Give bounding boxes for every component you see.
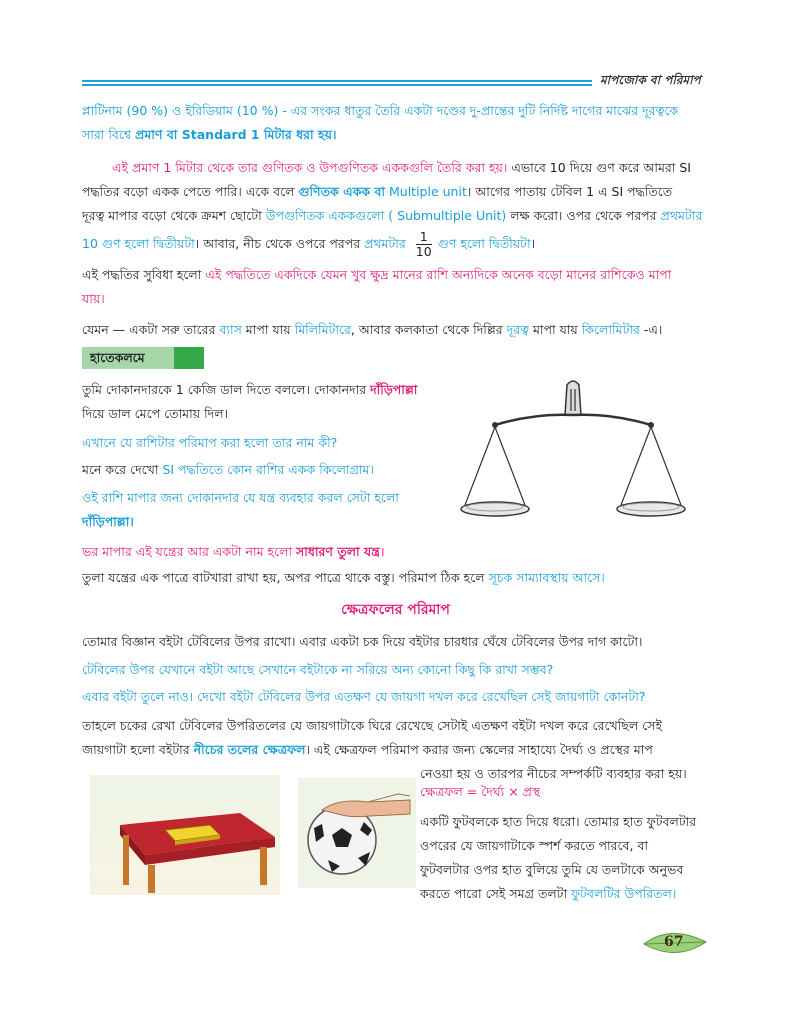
area-question1: টেবিলের উপর যেখানে বইটা আছে সেখানে বইটাকে না সরিয়ে অন্য কোনো কিছু কি রাখা সম্ভব? (82, 662, 554, 677)
para2-line1: এই প্রমাণ 1 মিটার থেকে তার গুণিতক ও উপগুণিতক এককগুলি তৈরি করা হয়। এভাবে 10 দিয়ে গুণ করে আমরা SI (112, 160, 691, 175)
football-illustration (298, 778, 416, 888)
area-formula: ক্ষেত্রফল = দৈর্ঘ্য × প্রস্থ (420, 784, 541, 799)
activity-label: হাতেকলমে (82, 347, 174, 369)
activity-line6: ভর মাপার এই যন্ত্রের আর একটা নাম হলো সাধারণ তুলা যন্ত্র। (82, 544, 385, 559)
chapter-title: মাপজোক বা পরিমাপ (600, 73, 701, 87)
football-line1: একটি ফুটবলকে হাত দিয়ে ধরো। তোমার হাত ফুটবলটার (420, 814, 697, 829)
area-line3: জায়গাটা হলো বইটার নীচের তলের ক্ষেত্রফল। এই ক্ষেত্রফল পরিমাপ করার জন্য স্কেলের সাহায্যে দৈর্ঘ্য ও প্রস্থের মাপ (82, 742, 653, 757)
football-line3: ফুটবলটার ওপর হাত বুলিয়ে তুমি যে তলটাকে অনুভব (420, 862, 684, 877)
para4: যেমন — একটা সরু তারের ব্যাস মাপা যায় মিলিমিটারে, আবার কলকাতা থেকে দিল্লির দূরত্ব মাপা যায় কিলোমিটার -এ। (82, 322, 663, 337)
area-line2: তাহলে চকের রেখা টেবিলের উপরিতলের যে জায়গাটাকে ঘিরে রেখেছে সেটাই এতক্ষণ বইটা দখল করে রেখেছিল সেই (82, 718, 662, 733)
para1-line1: প্লাটিনাম (90 %) ও ইরিডিয়াম (10 %) - এর সংকর ধাতুর তৈরি একটা দণ্ডের দু-প্রান্তের দুটি নির্দিষ্ট দাগের মাঝের দূরত্বকে (82, 103, 679, 118)
activity-line7: তুলা যন্ত্রের এক পাত্রে বাটখারা রাখা হয়, অপর পাত্রে থাকে বস্তু। পরিমাপ ঠিক হলে সূচক সাম্যাবস্থায় আসে। (82, 570, 605, 585)
page-number: 67 (664, 934, 684, 950)
activity-question1: এখানে যে রাশিটার পরিমাপ করা হলো তার নাম কী? (82, 435, 338, 450)
area-line4: নেওয়া হয় ও তারপর নীচের সম্পর্কটি ব্যবহার করা হয়। (420, 766, 687, 781)
activity-line5: দাঁড়িপাল্লা। (82, 514, 134, 529)
table-book-illustration (90, 775, 280, 895)
football-line2: ওপরের যে জায়গাটাকে স্পর্শ করতে পারবে, বা (420, 838, 649, 853)
area-line1: তোমার বিজ্ঞান বইটা টেবিলের উপর রাখো। এবার একটা চক দিয়ে বইটার চারধার ঘেঁষে টেবিলের উপর দাগ কাটো। (82, 634, 643, 649)
activity-label-accent (174, 347, 204, 369)
header-rule (82, 80, 592, 87)
para2-line3: দূরত্ব মাপার বড়ো থেকে ক্রমশ ছোটো উপগুণিতক এককগুলো ( Submultiple Unit) লক্ষ করো। ওপর থেকে পরপর প্রথমটার (82, 208, 703, 223)
para3-line1: এই পদ্ধতির সুবিধা হলো এই পদ্ধতিতে একদিকে যেমন খুব ক্ষুদ্র মানের রাশি অন্যদিকে অনেক বড়ো মানের রাশিকেও মাপা (82, 267, 672, 282)
activity-line4: ওই রাশি মাপার জন্য দোকানদার যে যন্ত্র ব্যবহার করল সেটা হলো (82, 490, 399, 505)
activity-line1: তুমি দোকানদারকে 1 কেজি ডাল দিতে বললে। দোকানদার দাঁড়িপাল্লা (82, 382, 418, 397)
activity-line3: মনে করে দেখো SI পদ্ধতিতে কোন রাশির একক কিলোগ্রাম। (82, 462, 374, 477)
para1-line2: সারা বিশ্বে প্রমাণ বা Standard 1 মিটার ধরা হয়। (82, 127, 337, 142)
fraction: $\frac{1}{10}$ (415, 229, 432, 259)
football-line4: করতে পারো সেই সমগ্র তলটা ফুটবলটির উপরিতল। (420, 886, 677, 901)
para2-line4: 10 গুণ হলো দ্বিতীয়টা। আবার, নীচ থেকে ওপরে পরপর প্রথমটার $\frac{1}{10}$ গুণ হলো দ্বিতীয়টা। (82, 229, 536, 259)
page-number-leaf (640, 928, 710, 958)
para3-line2: যায়। (82, 291, 105, 306)
para2-line2: পদ্ধতির বড়ো একক পেতে পারি। একে বলে গুণিতক একক বা Multiple unit। আগের পাতায় টেবিল 1 এ SI পদ্ধতিতে (82, 184, 673, 199)
area-question2: এবার বইটা তুলে নাও। দেখো বইটা টেবিলের উপর এতক্ষণ যে জায়গা দখল করে রেখেছিল সেই জায়গাটা কোনটা? (82, 689, 646, 704)
activity-line2: দিয়ে ডাল মেপে তোমায় দিল। (82, 406, 229, 421)
balance-scale-illustration (455, 375, 715, 535)
section-title: ক্ষেত্রফলের পরিমাপ (341, 602, 450, 618)
